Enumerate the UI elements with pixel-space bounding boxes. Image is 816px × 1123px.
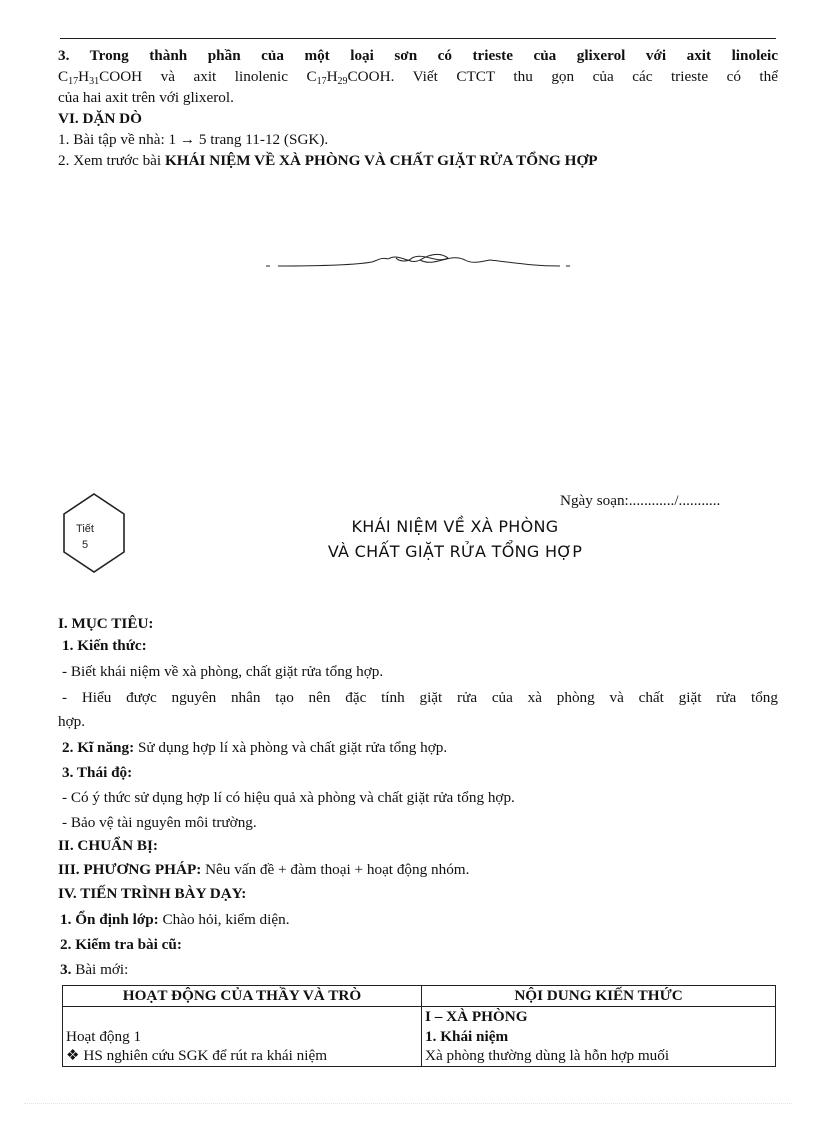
lesson-badge-label: Tiết [76, 523, 94, 535]
lesson-badge [62, 521, 108, 553]
attitude-item-2: - Bảo vệ tài nguyên môi trường. [62, 814, 257, 831]
class-stabilize-line: 1. Ổn định lớp: Chào hỏi, kiểm diện. [60, 911, 290, 928]
attitude-item-1: - Có ý thức sử dụng hợp lí có hiệu quả xà phòng và chất giặt rửa tổng hợp. [62, 789, 515, 806]
page-bottom-border [24, 1103, 792, 1104]
table-header-activities: HOẠT ĐỘNG CỦA THẦY VÀ TRÒ [63, 986, 422, 1007]
homework-item-2: 2. Xem trước bài KHÁI NIỆM VỀ XÀ PHÒNG VÀ CHẤT GIẶT RỬA TỔNG HỢP [58, 152, 598, 169]
question-3-line-3: của hai axit trên với glixerol. [58, 89, 234, 106]
skills-line: 2. Kĩ năng: Sử dụng hợp lí xà phòng và chất giặt rửa tổng hợp. [62, 739, 448, 756]
section-vi-heading: VI. DẶN DÒ [58, 110, 142, 127]
question-3-line-2: $C_{17}H_{31}COOH$ và axit linolenic $C_{17}H_{29}COOH$. Viết CTCT thu gọn của các trieste có thể [58, 68, 778, 87]
preparation-date: Ngày soạn:............/........... [560, 492, 721, 509]
table-row [63, 1007, 776, 1067]
knowledge-item-1: - Biết khái niệm về xà phòng, chất giặt rửa tổng hợp. [62, 663, 384, 680]
activity-1-label: Hoạt động 1 [66, 1027, 142, 1045]
homework-item-1: 1. Bài tập về nhà: 1 → 5 trang 11-12 (SGK). [58, 131, 329, 148]
question-3-line-1: 3. Trong thành phần của một loại sơn có trieste của glixerol với axit linoleic [58, 47, 778, 64]
table-header-row [63, 986, 776, 1007]
section-iii-line: III. PHƯƠNG PHÁP: Nêu vấn đề + đàm thoại + hoạt động nhóm. [58, 861, 470, 878]
section-i-heading: I. MỤC TIÊU: [58, 615, 154, 632]
attitude-heading: 3. Thái độ: [62, 764, 133, 781]
lesson-title-line-2: VÀ CHẤT GIẶT RỬA TỔNG HỢP [327, 542, 583, 561]
section-ii-heading: II. CHUẨN BỊ: [58, 837, 158, 854]
lesson-badge-number: 5 [81, 539, 89, 551]
content-cell [422, 1007, 776, 1067]
new-lesson-label: 3. Bài mới: [60, 961, 129, 978]
lesson-title-line-1: KHÁI NIỆM VỀ XÀ PHÒNG [351, 517, 559, 536]
divider-flourish-icon [260, 248, 576, 278]
cell-line [66, 1007, 418, 1027]
knowledge-item-2: - Hiểu được nguyên nhân tạo nên đặc tính giặt rửa của xà phòng và chất giặt rửa tổng [62, 689, 778, 706]
lesson-table [62, 985, 776, 1067]
table-header-content: NỘI DUNG KIẾN THỨC [422, 986, 776, 1007]
top-rule [60, 38, 776, 39]
activities-cell [63, 1007, 422, 1067]
activity-1-instruction: ❖ HS nghiên cứu SGK để rút ra khái niệm [66, 1047, 328, 1064]
content-concept-heading: 1. Khái niệm [425, 1027, 509, 1045]
content-soap-heading: I – XÀ PHÒNG [425, 1008, 528, 1025]
knowledge-heading: 1. Kiến thức: [62, 637, 147, 654]
knowledge-item-2-cont: hợp. [58, 713, 86, 730]
content-soap-definition: Xà phòng thường dùng là hỗn hợp muối [425, 1047, 670, 1064]
old-lesson-check: 2. Kiểm tra bài cũ: [60, 936, 182, 953]
section-iv-heading: IV. TIẾN TRÌNH BÀY DẠY: [58, 885, 247, 902]
